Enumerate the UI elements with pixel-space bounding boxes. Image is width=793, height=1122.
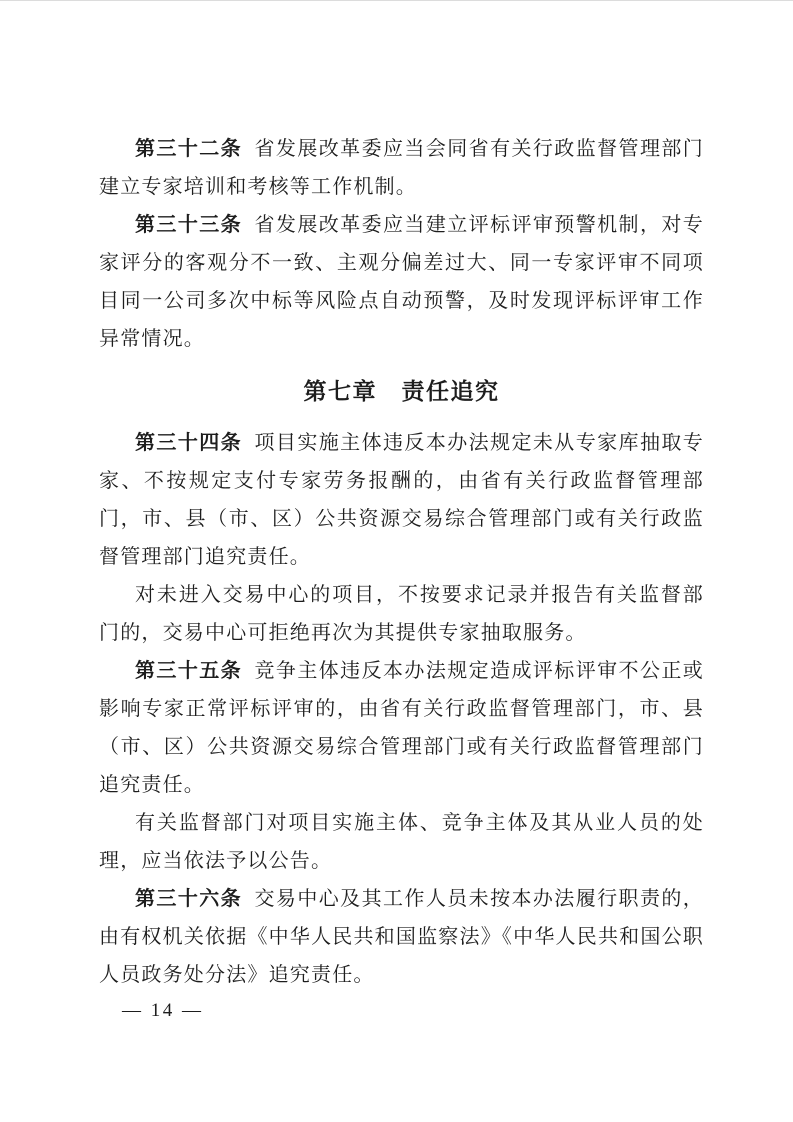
document-text-block bbox=[99, 130, 704, 994]
article-label-35: 第三十五条 bbox=[135, 660, 243, 682]
body-paragraph-34-2: 对未进入交易中心的项目，不按要求记录并报告有关监督部门的，交易中心可拒绝再次为其提供专家抽取服务。 bbox=[99, 584, 704, 644]
article-text-33: 省发展改革委应当建立评标评审预警机制，对专家评分的客观分不一致、主观分偏差过大、同一专家评审不同项目同一公司多次中标等风险点自动预警，及时发现评标评审工作异常情况。 bbox=[99, 214, 705, 350]
body-paragraph-35-2: 有关监督部门对项目实施主体、竞争主体及其从业人员的处理，应当依法予以公告。 bbox=[99, 812, 704, 872]
article-label-33: 第三十三条 bbox=[135, 214, 243, 236]
scan-edge-line bbox=[0, 0, 793, 1]
article-label-36: 第三十六条 bbox=[135, 888, 243, 910]
chapter-heading: 第七章 责任追究 bbox=[303, 378, 500, 404]
page-number: — 14 — bbox=[122, 1000, 204, 1021]
article-text-35: 竞争主体违反本办法规定造成评标评审不公正或影响专家正常评标评审的，由省有关行政监督管理部门，市、县（市、区）公共资源交易综合管理部门或有关行政监督管理部门追究责任。 bbox=[99, 660, 705, 796]
article-label-34: 第三十四条 bbox=[135, 432, 243, 454]
article-paragraph-32 bbox=[99, 130, 704, 206]
article-text-36: 交易中心及其工作人员未按本办法履行职责的，由有权机关依据《中华人民共和国监察法》《中华人民共和国公职人员政务处分法》追究责任。 bbox=[99, 888, 705, 986]
article-text-32: 省发展改革委应当会同省有关行政监督管理部门建立专家培训和考核等工作机制。 bbox=[99, 138, 705, 198]
article-paragraph-34 bbox=[99, 424, 704, 576]
article-label-32: 第三十二条 bbox=[135, 138, 243, 160]
article-paragraph-35 bbox=[99, 652, 704, 804]
article-paragraph-33 bbox=[99, 206, 704, 358]
article-paragraph-36 bbox=[99, 880, 704, 994]
article-text-34: 项目实施主体违反本办法规定未从专家库抽取专家、不按规定支付专家劳务报酬的，由省有关行政监督管理部门，市、县（市、区）公共资源交易综合管理部门或有关行政监督管理部门追究责任。 bbox=[99, 432, 705, 568]
